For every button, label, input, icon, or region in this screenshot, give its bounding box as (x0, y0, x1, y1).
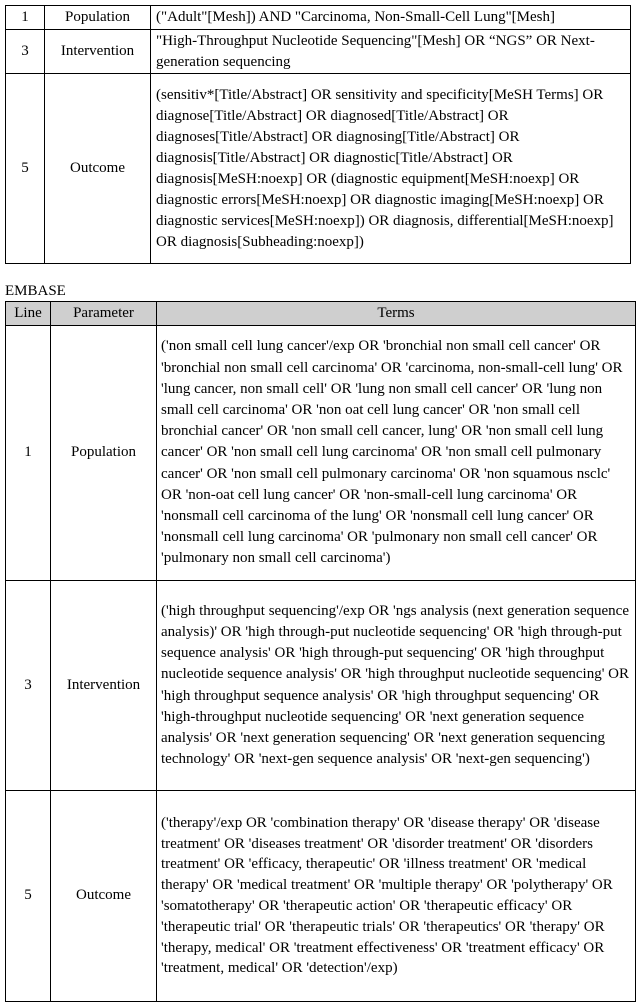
parameter-cell: Outcome (45, 74, 151, 264)
terms-cell: ('therapy'/exp OR 'combination therapy' OR 'disease therapy' OR 'disease treatment' OR 'diseases treatment' OR 'disorder treatment' OR 'disorders treatment' OR 'efficacy, therapeutic' OR 'illness treatment' OR 'medical therapy' OR 'medical treatment' OR 'multiple therapy' OR 'polytherapy' OR 'somatotherapy' OR 'therapeutic action' OR 'therapeutic efficacy' OR 'therapeutic trial' OR 'therapeutic trials' OR 'therapeutics' OR 'therapy' OR 'therapy, medical' OR 'treatment effectiveness' OR 'treatment efficacy' OR 'treatment, medical' OR 'detection'/exp) (157, 791, 636, 1002)
parameter-cell: Population (45, 6, 151, 30)
table-row (6, 791, 636, 1002)
table-row (6, 30, 631, 74)
table-row (6, 74, 631, 264)
terms-cell: ("Adult"[Mesh]) AND "Carcinoma, Non-Small-Cell Lung"[Mesh] (151, 6, 631, 30)
table-header-row (6, 302, 636, 326)
line-number-cell: 3 (6, 30, 45, 74)
column-header-line: Line (6, 302, 51, 326)
line-number-cell: 1 (6, 326, 51, 581)
pubmed-search-table (5, 5, 631, 264)
parameter-cell: Outcome (51, 791, 157, 1002)
line-number-cell: 5 (6, 791, 51, 1002)
line-number-cell: 5 (6, 74, 45, 264)
column-header-parameter: Parameter (51, 302, 157, 326)
embase-section-label: EMBASE (5, 283, 66, 299)
line-number-cell: 1 (6, 6, 45, 30)
terms-cell: (sensitiv*[Title/Abstract] OR sensitivity and specificity[MeSH Terms] OR diagnose[Title/Abstract] OR diagnosed[Title/Abstract] OR diagnoses[Title/Abstract] OR diagnosing[Title/Abstract] OR diagnosis[Title/Abstract] OR diagnostic[Title/Abstract] OR diagnosis[MeSH:noexp] OR (diagnostic equipment[MeSH:noexp] OR diagnostic errors[MeSH:noexp] OR diagnostic imaging[MeSH:noexp] OR diagnostic services[MeSH:noexp]) OR diagnosis, differential[MeSH:noexp] OR diagnosis[Subheading:noexp]) (151, 74, 631, 264)
line-number-cell: 3 (6, 581, 51, 791)
terms-cell: "High-Throughput Nucleotide Sequencing"[Mesh] OR “NGS” OR Next-generation sequencing (151, 30, 631, 74)
parameter-cell: Population (51, 326, 157, 581)
table-row (6, 581, 636, 791)
table-row (6, 326, 636, 581)
table-row (6, 6, 631, 30)
parameter-cell: Intervention (45, 30, 151, 74)
column-header-terms: Terms (157, 302, 636, 326)
embase-search-table (5, 301, 636, 1002)
terms-cell: ('non small cell lung cancer'/exp OR 'bronchial non small cell cancer' OR 'bronchial non small cell carcinoma' OR 'carcinoma, non-small-cell lung' OR 'lung cancer, non small cell' OR 'lung non small cell cancer' OR 'lung non small cell carcinoma' OR 'non oat cell lung cancer' OR 'non small cell bronchial cancer' OR 'non small cell cancer, lung' OR 'non small cell lung cancer' OR 'non small cell lung carcinoma' OR 'non small cell pulmonary cancer' OR 'non small cell pulmonary carcinoma' OR 'non squamous nsclc' OR 'non-oat cell lung cancer' OR 'non-small-cell lung carcinoma' OR 'nonsmall cell carcinoma of the lung' OR 'nonsmall cell lung cancer' OR 'nonsmall cell lung carcinoma' OR 'pulmonary non small cell cancer' OR 'pulmonary non small cell carcinoma') (157, 326, 636, 581)
terms-cell: ('high throughput sequencing'/exp OR 'ngs analysis (next generation sequence analysis)' OR 'high through-put nucleotide sequencing' OR 'high through-put sequence analysis' OR 'high through-put sequencing' OR 'high throughput nucleotide sequence analysis' OR 'high throughput nucleotide sequencing' OR 'high throughput sequence analysis' OR 'high throughput sequencing' OR 'high-throughput nucleotide sequencing' OR 'next generation sequence analysis' OR 'next generation sequencing' OR 'next generation sequencing technology' OR 'next-gen sequence analysis' OR 'next-gen sequencing') (157, 581, 636, 791)
parameter-cell: Intervention (51, 581, 157, 791)
